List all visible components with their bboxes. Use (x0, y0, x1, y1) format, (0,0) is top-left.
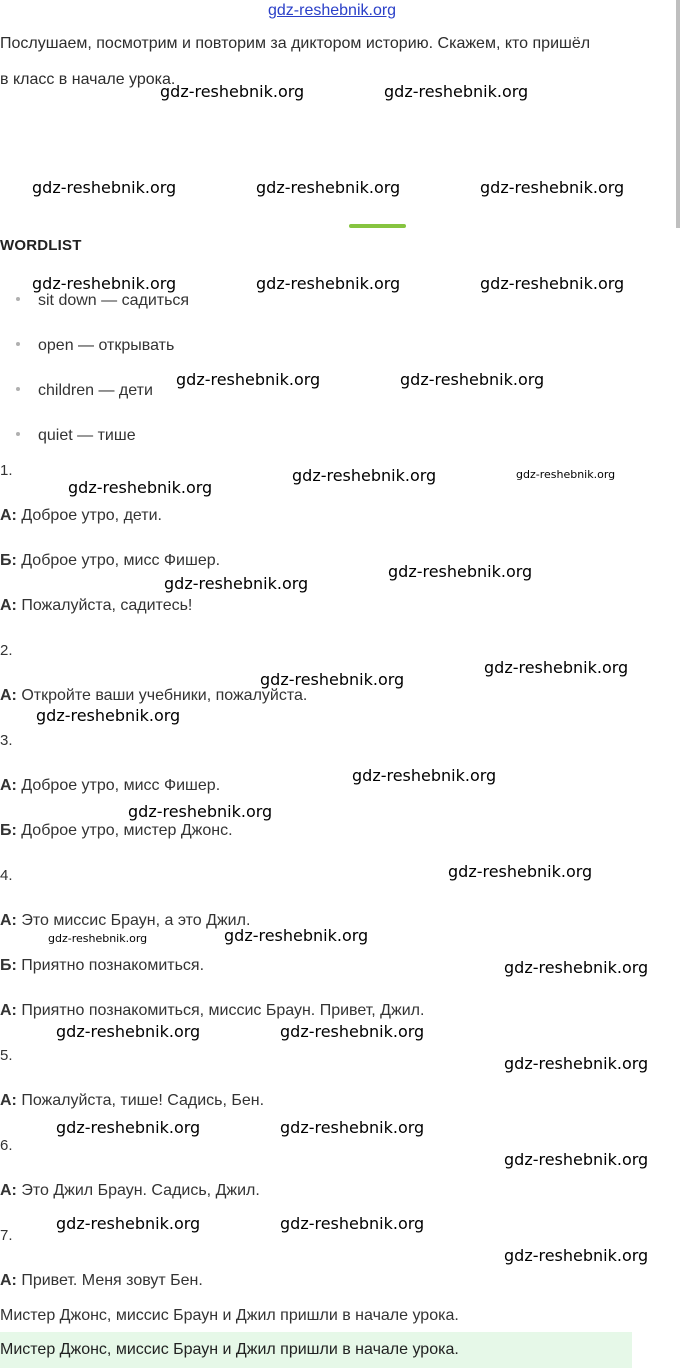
watermark: gdz-reshebnik.org (504, 1150, 649, 1169)
watermark: gdz-reshebnik.org (388, 562, 533, 581)
watermark: gdz-reshebnik.org (480, 274, 625, 293)
speaker-label: Б: (0, 552, 17, 569)
speaker-label: А: (0, 507, 17, 524)
dialogue-line (0, 777, 220, 795)
line-text: Откройте ваши учебники, пожалуйста. (16, 687, 308, 704)
dialogue-number: 5. (0, 1047, 13, 1064)
watermark: gdz-reshebnik.org (504, 958, 649, 977)
watermark: gdz-reshebnik.org (176, 370, 321, 389)
watermark: gdz-reshebnik.org (32, 274, 177, 293)
dialogue-line (0, 912, 250, 930)
wordlist-item-text: sit down — садиться (38, 292, 190, 309)
line-text: Приятно познакомиться. (16, 957, 205, 974)
watermark: gdz-reshebnik.org (480, 178, 625, 197)
line-text: Это Джил Браун. Садись, Джил. (16, 1182, 260, 1199)
intro-line-1: Послушаем, посмотрим и повторим за диктором историю. Скажем, кто пришёл (0, 35, 591, 52)
speaker-label: А: (0, 687, 17, 704)
watermark: gdz-reshebnik.org (164, 574, 309, 593)
dialogue-line (0, 1272, 203, 1290)
intro-line-2: в класс в начале урока. (0, 71, 176, 88)
bullet-icon (16, 297, 20, 301)
dialogue-line (0, 597, 192, 615)
dialogue-line (0, 1002, 424, 1020)
watermark: gdz-reshebnik.org (504, 1054, 649, 1073)
watermark: gdz-reshebnik.org (56, 1022, 201, 1041)
watermark: gdz-reshebnik.org (260, 670, 405, 689)
watermark: gdz-reshebnik.org (400, 370, 545, 389)
wordlist-item-text: open — открывать (38, 337, 175, 354)
watermark: gdz-reshebnik.org (280, 1214, 425, 1233)
line-text: Доброе утро, мисс Фишер. (16, 777, 221, 794)
watermark: gdz-reshebnik.org (128, 802, 273, 821)
bullet-icon (16, 432, 20, 436)
dialogue-number: 3. (0, 732, 13, 749)
dialogue-number: 2. (0, 642, 13, 659)
speaker-label: А: (0, 912, 17, 929)
bullet-icon (16, 342, 20, 346)
line-text: Привет. Меня зовут Бен. (16, 1272, 203, 1289)
speaker-label: А: (0, 1182, 17, 1199)
watermark: gdz-reshebnik.org (160, 82, 305, 101)
watermark: gdz-reshebnik.org (256, 178, 401, 197)
watermark: gdz-reshebnik.org (56, 1214, 201, 1233)
watermark: gdz-reshebnik.org (48, 932, 148, 945)
wordlist-item-text: children — дети (38, 382, 153, 399)
watermark: gdz-reshebnik.org (56, 1118, 201, 1137)
dialogue-number: 7. (0, 1227, 13, 1244)
watermark: gdz-reshebnik.org (224, 926, 369, 945)
watermark: gdz-reshebnik.org (504, 1246, 649, 1265)
line-text: Пожалуйста, тише! Садись, Бен. (16, 1092, 265, 1109)
wordlist-item (16, 337, 174, 355)
dialogue-line (0, 507, 162, 525)
speaker-label: А: (0, 1272, 17, 1289)
wordlist-title: WORDLIST (0, 237, 82, 254)
speaker-label: А: (0, 777, 17, 794)
wordlist-item (16, 292, 189, 310)
watermark: gdz-reshebnik.org (256, 274, 401, 293)
conclusion-text: Мистер Джонс, миссис Браун и Джил пришли в начале урока. (0, 1307, 459, 1324)
wordlist-item-text: quiet — тише (38, 427, 136, 444)
wordlist-item (16, 382, 153, 400)
watermark: gdz-reshebnik.org (68, 478, 213, 497)
watermark: gdz-reshebnik.org (280, 1022, 425, 1041)
line-text: Пожалуйста, садитесь! (16, 597, 193, 614)
line-text: Приятно познакомиться, миссис Браун. Привет, Джил. (16, 1002, 425, 1019)
line-text: Доброе утро, дети. (16, 507, 162, 524)
answer-box (0, 1332, 632, 1368)
speaker-label: А: (0, 1092, 17, 1109)
site-link[interactable]: gdz-reshebnik.org (268, 2, 397, 19)
line-text: Доброе утро, мистер Джонс. (16, 822, 233, 839)
line-text: Доброе утро, мисс Фишер. (16, 552, 221, 569)
watermark: gdz-reshebnik.org (352, 766, 497, 785)
watermark: gdz-reshebnik.org (484, 658, 629, 677)
watermark: gdz-reshebnik.org (448, 862, 593, 881)
bullet-icon (16, 387, 20, 391)
dialogue-line (0, 1182, 260, 1200)
wordlist-item (16, 427, 136, 445)
speaker-label: А: (0, 1002, 17, 1019)
watermark: gdz-reshebnik.org (280, 1118, 425, 1137)
dialogue-line (0, 822, 233, 840)
scrollbar[interactable] (676, 0, 680, 228)
speaker-label: А: (0, 597, 17, 614)
dialogue-number: 6. (0, 1137, 13, 1154)
watermark: gdz-reshebnik.org (292, 466, 437, 485)
speaker-label: Б: (0, 957, 17, 974)
watermark: gdz-reshebnik.org (384, 82, 529, 101)
watermark: gdz-reshebnik.org (516, 468, 616, 481)
dialogue-number: 4. (0, 867, 13, 884)
section-divider (349, 224, 406, 228)
dialogue-number: 1. (0, 462, 13, 479)
dialogue-line (0, 687, 307, 705)
dialogue-line (0, 1092, 264, 1110)
line-text: Это миссис Браун, а это Джил. (16, 912, 251, 929)
answer-text: Мистер Джонс, миссис Браун и Джил пришли в начале урока. (0, 1341, 459, 1358)
watermark: gdz-reshebnik.org (32, 178, 177, 197)
speaker-label: Б: (0, 822, 17, 839)
dialogue-line (0, 552, 220, 570)
dialogue-line (0, 957, 204, 975)
watermark: gdz-reshebnik.org (36, 706, 181, 725)
